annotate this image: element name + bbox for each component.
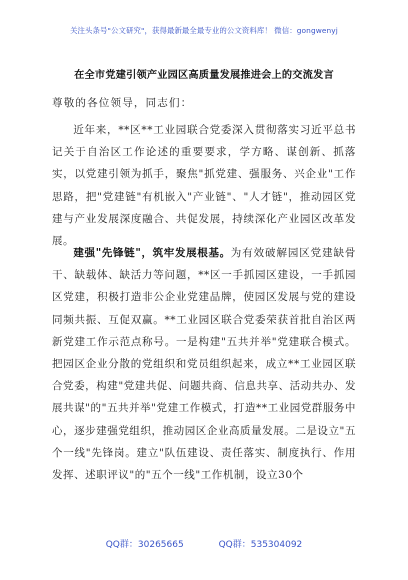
footer-contact xyxy=(0,537,408,550)
footer-qq-group-2: QQ群：535304092 xyxy=(218,540,303,550)
document-title: 在全市党建引领产业园区高质量发展推进会上的交流发言 xyxy=(74,70,334,81)
paragraph-intro-text: 近年来，**区**工业园联合党委深入贯彻落实习近平总书记关于自治区工作论述的重要要求，学方略、谋创新、抓落实，以党建引领为抓手，聚焦"抓党建、强服务、兴企业"工作思路，把"党建链"有机嵌入"产业链"、"人才链"，推动园区党建与产业发展深度融合、共促发展，持续深化产业园区改革发展。 xyxy=(52,124,356,248)
section-heading: 建强"先锋链"，筑牢发展根基。 xyxy=(73,247,231,259)
paragraph-intro xyxy=(52,119,356,252)
paragraph-section-one-text: 为有效破解园区党建缺骨干、缺载体、缺活力等问题，**区一手抓园区建设，一手抓园区党建，积极打造非公企业党建品牌，使园区发展与党的建设同频共振、互促双赢。**工业园区联合党委荣获首批自治区两新党建工作示范点称号。一是构建"五共并举"党建联合模式。把园区企业分散的党组织和党员组织起来，成立**工业园区联合党委，构建"党建共促、问题共商、信息共享、活动共办、发展共谋"的"五共并举"党建工作模式，打造**工业园党群服务中心，逐步建强党组织，推动园区企业高质量发展。二是设立"五个一线"先锋岗。建立"队伍建设、责任落实、制度执行、作用发挥、述职评议"的"五个一线"工作机制，设立30个 xyxy=(52,247,356,482)
footer-qq-group-1: QQ群：30265665 xyxy=(105,540,184,550)
paragraph-section-one xyxy=(52,242,356,486)
salutation: 尊敬的各位领导，同志们： xyxy=(52,97,193,109)
header-promo-note: 关注头条号"公文研究"，获得最新最全最专业的公文资料库！ 微信：gongwenyj xyxy=(70,26,338,35)
